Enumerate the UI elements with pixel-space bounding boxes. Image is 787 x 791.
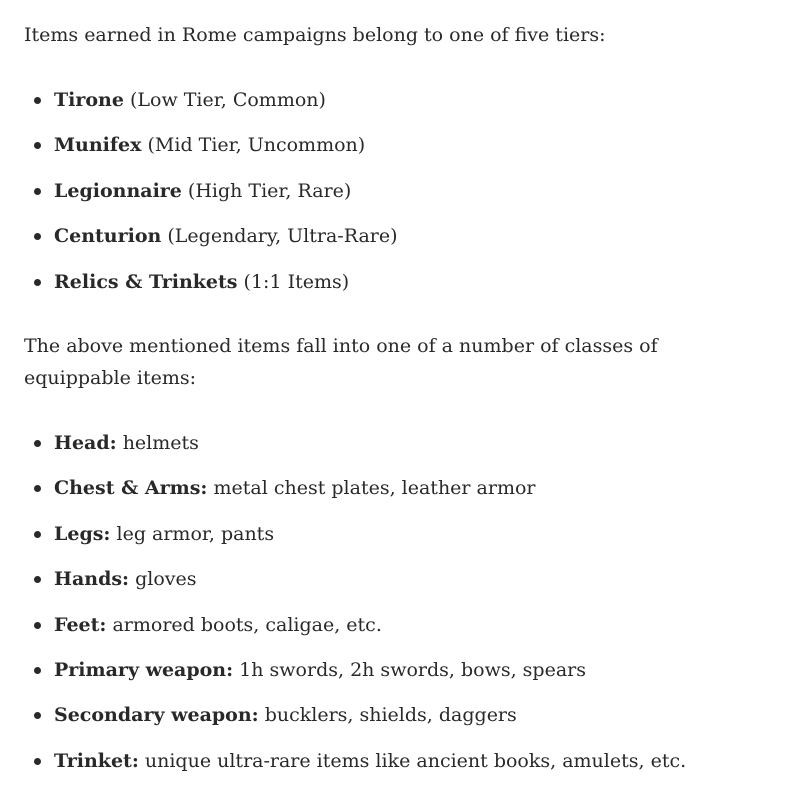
bullet-icon (34, 188, 41, 195)
list-item (0, 609, 686, 654)
list-item (0, 745, 686, 790)
list-item (0, 563, 686, 608)
item-description: 1h swords, 2h swords, bows, spears (233, 658, 586, 681)
bullet-icon (34, 531, 41, 538)
list-item (0, 472, 686, 517)
item-term: Feet: (54, 613, 107, 636)
list-item (0, 518, 686, 563)
item-description: unique ultra-rare items like ancient books, amulets, etc. (138, 749, 687, 772)
bullet-icon (34, 667, 41, 674)
item-description: gloves (129, 568, 197, 591)
item-term: Centurion (54, 225, 162, 248)
item-description: armored boots, caligae, etc. (106, 613, 382, 636)
item-description: leg armor, pants (110, 522, 275, 545)
list-item (0, 129, 398, 174)
item-term: Legs: (54, 522, 111, 545)
item-description: (Low Tier, Common) (123, 89, 326, 111)
list-item (0, 654, 686, 699)
bullet-icon (34, 142, 41, 149)
tiers-list (0, 84, 398, 311)
item-term: Primary weapon: (54, 658, 234, 681)
bullet-icon (34, 758, 41, 765)
bullet-icon (34, 576, 41, 583)
classes-intro-paragraph: The above mentioned items fall into one of a number of classes of equippable items: (24, 335, 658, 389)
bullet-icon (34, 485, 41, 492)
item-description: helmets (116, 432, 199, 454)
item-term: Legionnaire (54, 179, 182, 202)
item-term: Munifex (54, 134, 142, 157)
item-term: Trinket: (54, 749, 139, 772)
item-description: (High Tier, Rare) (181, 179, 352, 202)
bullet-icon (34, 440, 41, 447)
item-description: (1:1 Items) (237, 270, 350, 293)
item-term: Chest & Arms: (54, 477, 208, 500)
list-item (0, 175, 398, 220)
list-item (0, 427, 686, 472)
item-description: (Mid Tier, Uncommon) (141, 134, 366, 157)
item-description: (Legendary, Ultra-Rare) (161, 225, 398, 248)
bullet-icon (34, 622, 41, 629)
tiers-intro-paragraph: Items earned in Rome campaigns belong to one of five tiers: (24, 24, 606, 46)
bullet-icon (34, 233, 41, 240)
list-item (0, 220, 398, 265)
bullet-icon (34, 279, 41, 286)
item-term: Relics & Trinkets (54, 270, 238, 293)
item-term: Hands: (54, 568, 130, 591)
item-term: Head: (54, 432, 117, 454)
list-item (0, 699, 686, 744)
bullet-icon (34, 712, 41, 719)
item-term: Secondary weapon: (54, 704, 259, 727)
list-item (0, 266, 398, 311)
item-term: Tirone (54, 89, 124, 111)
item-description: bucklers, shields, daggers (258, 704, 517, 727)
classes-list (0, 427, 686, 790)
bullet-icon (34, 97, 41, 104)
list-item (0, 84, 398, 129)
item-description: metal chest plates, leather armor (207, 477, 536, 500)
